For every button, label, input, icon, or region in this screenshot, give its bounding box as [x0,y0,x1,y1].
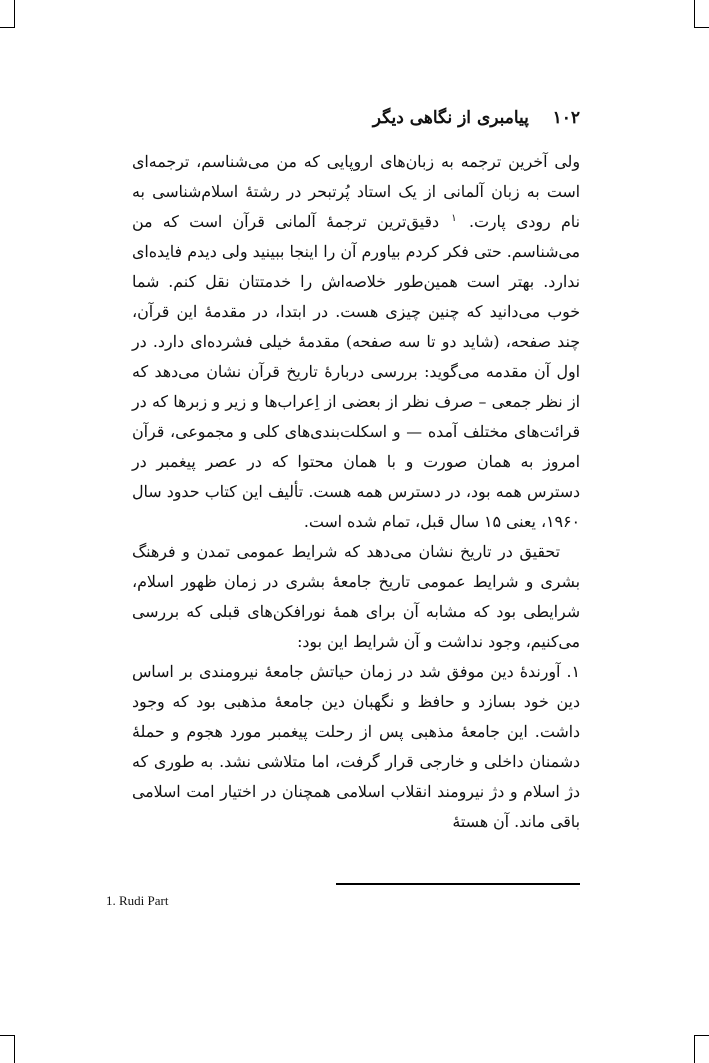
body-text [132,147,580,837]
footnote: 1. Rudi Part [106,893,169,908]
footnote-separator [336,883,580,885]
crop-mark-top-right-vertical [694,0,695,28]
paragraph-1-text-after-ref: دقیق‌ترین ترجمهٔ آلمانی قرآن است که من می‌شناسم. حتی فکر کردم بیاورم آن را اینجا ببینید ولی دیدم فایده‌ای ندارد. بهتر است همین‌طور خلاصه‌اش را خدمتتان نقل کنم. شما خوب می‌دانید که چنین چیزی هست. در ابتدا، در مقدمهٔ این قرآن، چند صفحه، (شاید دو تا سه صفحه) مقدمهٔ خیلی فشرده‌ای دارد. در اول آن مقدمه می‌گوید: بررسی دربارهٔ تاریخ قرآن نشان می‌دهد که از نظر جمعی – صرف نظر از بعضی از اِعراب‌ها و زیر و زبرها که در قرائت‌های مختلف آمده — و اسکلت‌بندی‌های کلی و مجموعی، قرآن امروز به همان صورت و با همان محتوا که در عصر پیغمبر در دسترس همه بود، در دسترس همه هست. تألیف این کتاب حدود سال ۱۹۶۰، یعنی ۱۵ سال قبل، تمام شده است. [132,212,580,531]
paragraph-2: تحقیق در تاریخ نشان می‌دهد که شرایط عمومی تمدن و فرهنگ بشری و شرایط عمومی تاریخ جامعهٔ بشری در زمان ظهور اسلام، شرایطی بود که مشابه آن برای همهٔ نورافکن‌های قبلی که بررسی می‌کنیم، وجود نداشت و آن شرایط این بود: [132,542,580,651]
footnote-reference: ۱ [451,212,457,224]
crop-mark-top-right-horizontal [695,27,709,28]
crop-mark-bottom-left-horizontal [0,1035,14,1036]
crop-mark-bottom-right-vertical [694,1035,695,1063]
running-title: پیامبری از نگاهی دیگر [372,108,529,128]
paragraph-1 [132,147,580,537]
crop-mark-bottom-right-horizontal [695,1035,709,1036]
paragraph-1-text-before-ref: ولی آخرین ترجمه به زبان‌های اروپایی که من می‌شناسم، ترجمه‌ای است به زبان آلمانی از یک استاد پُرتبحر در رشتهٔ اسلام‌شناسی به نام رودی پارت. [132,152,580,231]
page-number: ۱۰۲ [552,108,580,128]
crop-mark-bottom-left-vertical [14,1035,15,1063]
crop-mark-top-left-vertical [14,0,15,28]
crop-mark-top-left-horizontal [0,27,14,28]
paragraph-3: ۱. آورندهٔ دین موفق شد در زمان حیاتش جامعهٔ نیرومندی بر اساس دین خود بسازد و حافظ و نگهبان دین جامعهٔ مذهبی بود که وجود داشت. این جامعهٔ مذهبی پس از رحلت پیغمبر مورد هجوم و حملهٔ دشمنان داخلی و خارجی قرار گرفت، اما متلاشی نشد. به طوری که دژ اسلام و دژ نیرومند انقلاب اسلامی همچنان در اختیار امت اسلامی باقی ماند. آن هستهٔ [132,662,580,831]
running-header [132,108,580,138]
